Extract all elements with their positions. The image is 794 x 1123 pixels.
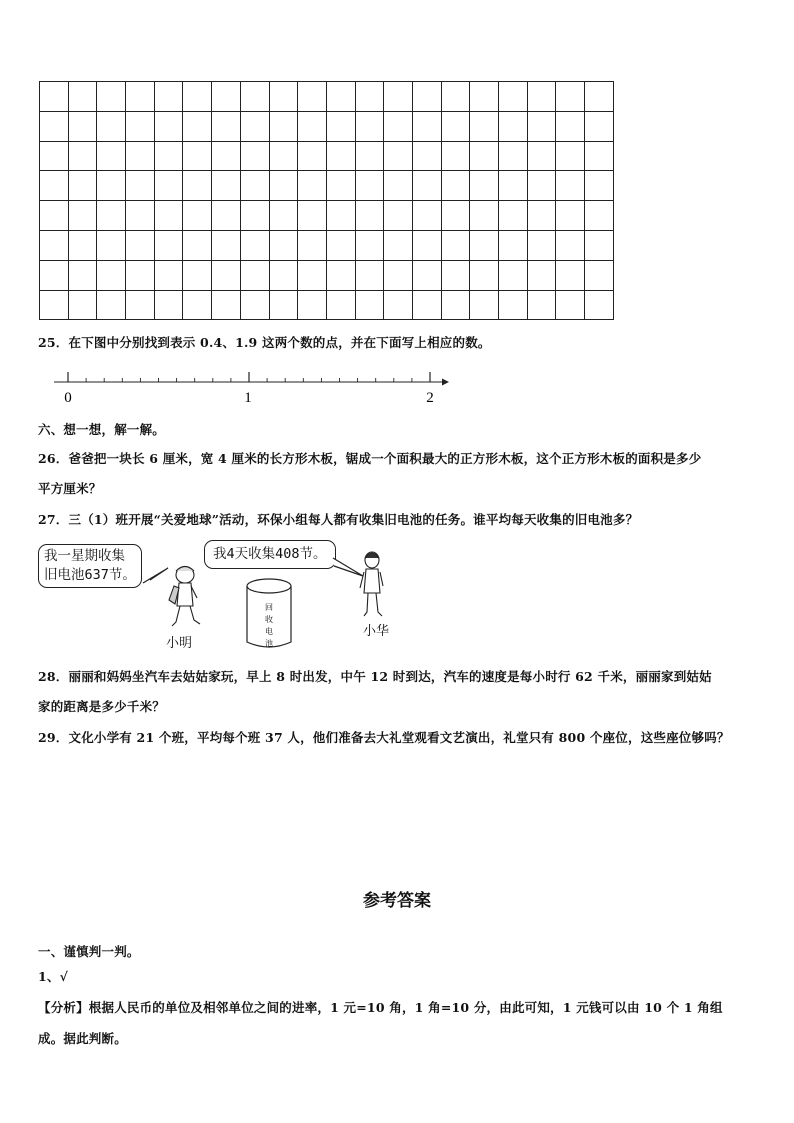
grid-cell bbox=[470, 260, 499, 290]
grid-cell bbox=[470, 171, 499, 201]
bubble-tail-left bbox=[143, 568, 168, 583]
grid-cell bbox=[298, 171, 327, 201]
grid-cell bbox=[326, 111, 355, 141]
grid-cell bbox=[154, 82, 183, 112]
grid-cell bbox=[269, 82, 298, 112]
grid-cell bbox=[68, 111, 97, 141]
grid-cell bbox=[97, 171, 126, 201]
grid-cell bbox=[355, 171, 384, 201]
boy-xiaohua-figure bbox=[360, 552, 383, 616]
number-line-label-2: 2 bbox=[426, 390, 434, 406]
grid-cell bbox=[97, 111, 126, 141]
grid-cell bbox=[412, 171, 441, 201]
grid-cell bbox=[40, 111, 69, 141]
grid-cell bbox=[527, 141, 556, 171]
grid-cell bbox=[212, 111, 241, 141]
grid-cell bbox=[384, 171, 413, 201]
number-line-label-1: 1 bbox=[244, 390, 252, 406]
grid-cell bbox=[585, 230, 614, 260]
grid-cell bbox=[183, 230, 212, 260]
grid-cell bbox=[326, 201, 355, 231]
grid-cell bbox=[556, 111, 585, 141]
boy-xiaoming-figure bbox=[169, 567, 200, 627]
grid-cell bbox=[384, 111, 413, 141]
bin-char-4: 池 bbox=[265, 639, 273, 648]
grid-cell bbox=[269, 141, 298, 171]
bin-char-3: 电 bbox=[265, 627, 273, 636]
grid-cell bbox=[384, 290, 413, 320]
grid-cell bbox=[212, 230, 241, 260]
grid-cell bbox=[412, 201, 441, 231]
grid-cell bbox=[556, 290, 585, 320]
grid-cell bbox=[355, 141, 384, 171]
grid-cell bbox=[298, 290, 327, 320]
grid-cell bbox=[326, 82, 355, 112]
grid-cell bbox=[68, 82, 97, 112]
grid-cell bbox=[68, 290, 97, 320]
grid-cell bbox=[126, 171, 155, 201]
grid-cell bbox=[499, 141, 528, 171]
number-line-arrow bbox=[442, 379, 449, 386]
grid-cell bbox=[40, 201, 69, 231]
number-line bbox=[52, 368, 452, 408]
grid-cell bbox=[441, 171, 470, 201]
grid-cell bbox=[499, 290, 528, 320]
grid-cell bbox=[97, 201, 126, 231]
grid-cell bbox=[126, 111, 155, 141]
grid-cell bbox=[183, 290, 212, 320]
grid-cell bbox=[240, 260, 269, 290]
question-28-line2: 家的距离是多少千米？ bbox=[38, 699, 166, 714]
grid-cell bbox=[470, 111, 499, 141]
grid-cell bbox=[240, 111, 269, 141]
question-26-line2: 平方厘米？ bbox=[38, 481, 102, 496]
grid-cell bbox=[527, 230, 556, 260]
grid-cell bbox=[97, 141, 126, 171]
grid-cell bbox=[384, 141, 413, 171]
grid-cell bbox=[412, 230, 441, 260]
question-26-line1: 26．爸爸把一块长 6 厘米，宽 4 厘米的长方形木板，锯成一个面积最大的正方形木板，这个正方形木板的面积是多少 bbox=[38, 451, 702, 466]
grid-cell bbox=[499, 171, 528, 201]
grid-cell bbox=[441, 141, 470, 171]
question-27: 27．三（1）班开展“关爱地球”活动，环保小组每人都有收集旧电池的任务。谁平均每天收集的旧电池多？ bbox=[38, 512, 639, 527]
grid-cell bbox=[585, 260, 614, 290]
grid-cell bbox=[355, 82, 384, 112]
grid-cell bbox=[298, 111, 327, 141]
grid-cell bbox=[240, 290, 269, 320]
grid-cell bbox=[126, 82, 155, 112]
grid-cell bbox=[68, 201, 97, 231]
grid-cell bbox=[556, 230, 585, 260]
question-29: 29．文化小学有 21 个班，平均每个班 37 人，他们准备去大礼堂观看文艺演出，礼堂只有 800 个座位，这些座位够吗？ bbox=[38, 730, 730, 745]
grid-cell bbox=[441, 111, 470, 141]
grid-cell bbox=[183, 171, 212, 201]
name-xiaohua: 小华 bbox=[363, 624, 390, 639]
grid-cell bbox=[441, 260, 470, 290]
grid-cell bbox=[556, 141, 585, 171]
grid-cell bbox=[183, 141, 212, 171]
grid-cell bbox=[527, 201, 556, 231]
grid-cell bbox=[470, 141, 499, 171]
question-28-line1: 28．丽丽和妈妈坐汽车去姑姑家玩，早上 8 时出发，中午 12 时到达，汽车的速度是每小时行 62 千米，丽丽家到姑姑 bbox=[38, 669, 712, 684]
grid-cell bbox=[68, 230, 97, 260]
grid-cell bbox=[355, 290, 384, 320]
grid-cell bbox=[298, 141, 327, 171]
battery-scene bbox=[38, 538, 418, 651]
grid-cell bbox=[126, 141, 155, 171]
grid-cell bbox=[154, 111, 183, 141]
grid-cell bbox=[441, 201, 470, 231]
grid-cell bbox=[183, 201, 212, 231]
grid-cell bbox=[470, 82, 499, 112]
grid-cell bbox=[527, 82, 556, 112]
answer-grid bbox=[39, 81, 614, 320]
bubble-right-text: 我4天收集408节。 bbox=[213, 546, 327, 562]
grid-cell bbox=[585, 141, 614, 171]
grid-cell bbox=[154, 230, 183, 260]
bubble-tail-right bbox=[333, 558, 363, 576]
grid-cell bbox=[126, 290, 155, 320]
grid-cell bbox=[326, 230, 355, 260]
grid-cell bbox=[326, 141, 355, 171]
grid-cell bbox=[384, 82, 413, 112]
grid-cell bbox=[68, 141, 97, 171]
grid-cell bbox=[68, 171, 97, 201]
grid-cell bbox=[212, 141, 241, 171]
grid-cell bbox=[40, 230, 69, 260]
grid-cell bbox=[355, 260, 384, 290]
grid-cell bbox=[269, 230, 298, 260]
grid-cell bbox=[556, 260, 585, 290]
answers-analysis-line2: 成。据此判断。 bbox=[38, 1031, 127, 1046]
grid-cell bbox=[126, 230, 155, 260]
grid-cell bbox=[40, 171, 69, 201]
grid-cell bbox=[556, 82, 585, 112]
bin-char-1: 回 bbox=[265, 603, 273, 612]
grid-cell bbox=[470, 230, 499, 260]
grid-cell bbox=[97, 290, 126, 320]
grid-cell bbox=[212, 82, 241, 112]
name-xiaoming: 小明 bbox=[166, 636, 193, 651]
recycle-bin-label bbox=[264, 602, 274, 650]
grid-cell bbox=[68, 260, 97, 290]
grid-cell bbox=[97, 260, 126, 290]
grid-cell bbox=[269, 111, 298, 141]
grid-cell bbox=[527, 260, 556, 290]
grid-cell bbox=[126, 201, 155, 231]
question-25: 25．在下图中分别找到表示 0.4、1.9 这两个数的点，并在下面写上相应的数。 bbox=[38, 335, 491, 350]
grid-cell bbox=[556, 171, 585, 201]
grid-cell bbox=[585, 82, 614, 112]
grid-cell bbox=[470, 290, 499, 320]
grid-cell bbox=[470, 201, 499, 231]
grid-cell bbox=[298, 260, 327, 290]
answers-item-1: 1、√ bbox=[38, 969, 69, 984]
grid-cell bbox=[154, 260, 183, 290]
grid-cell bbox=[240, 230, 269, 260]
grid-cell bbox=[212, 171, 241, 201]
grid-cell bbox=[154, 201, 183, 231]
grid-cell bbox=[240, 171, 269, 201]
grid-cell bbox=[412, 141, 441, 171]
bubble-left-line1: 我一星期收集 bbox=[44, 548, 125, 564]
grid-cell bbox=[298, 82, 327, 112]
grid-cell bbox=[326, 260, 355, 290]
grid-cell bbox=[183, 111, 212, 141]
grid-cell bbox=[585, 201, 614, 231]
grid-cell bbox=[355, 230, 384, 260]
grid-cell bbox=[40, 290, 69, 320]
grid-cell bbox=[97, 82, 126, 112]
grid-cell bbox=[326, 171, 355, 201]
grid-cell bbox=[269, 171, 298, 201]
grid-cell bbox=[240, 141, 269, 171]
grid-cell bbox=[527, 111, 556, 141]
grid-cell bbox=[212, 260, 241, 290]
grid-cell bbox=[384, 230, 413, 260]
grid-cell bbox=[97, 230, 126, 260]
answers-analysis-line1: 【分析】根据人民币的单位及相邻单位之间的进率，1 元=10 角，1 角=10 分，由此可知，1 元钱可以由 10 个 1 角组 bbox=[38, 1000, 723, 1015]
grid-cell bbox=[40, 82, 69, 112]
grid-cell bbox=[384, 260, 413, 290]
grid-cell bbox=[154, 290, 183, 320]
bin-char-2: 收 bbox=[265, 615, 273, 624]
grid-cell bbox=[40, 260, 69, 290]
grid-cell bbox=[499, 82, 528, 112]
grid-cell bbox=[154, 171, 183, 201]
number-line-label-0: 0 bbox=[64, 390, 72, 406]
grid-cell bbox=[441, 82, 470, 112]
answers-title: 参考答案 bbox=[363, 891, 431, 911]
grid-cell bbox=[499, 201, 528, 231]
grid-cell bbox=[298, 201, 327, 231]
grid-cell bbox=[412, 111, 441, 141]
grid-cell bbox=[499, 111, 528, 141]
grid-cell bbox=[212, 201, 241, 231]
grid-cell bbox=[441, 230, 470, 260]
grid-cell bbox=[183, 82, 212, 112]
grid-cell bbox=[499, 260, 528, 290]
grid-cell bbox=[326, 290, 355, 320]
scene-drawing bbox=[38, 538, 418, 648]
grid-cell bbox=[412, 82, 441, 112]
grid-cell bbox=[40, 141, 69, 171]
grid-cell bbox=[585, 111, 614, 141]
grid-cell bbox=[154, 141, 183, 171]
grid-cell bbox=[556, 201, 585, 231]
grid-cell bbox=[240, 82, 269, 112]
grid-cell bbox=[527, 290, 556, 320]
grid-cell bbox=[585, 290, 614, 320]
section-6-heading: 六、想一想，解一解。 bbox=[38, 422, 166, 437]
grid-cell bbox=[183, 260, 212, 290]
grid-cell bbox=[499, 230, 528, 260]
grid-cell bbox=[441, 290, 470, 320]
grid-cell bbox=[212, 290, 241, 320]
grid-cell bbox=[384, 201, 413, 231]
grid-cell bbox=[412, 260, 441, 290]
grid-cell bbox=[585, 171, 614, 201]
grid-cell bbox=[412, 290, 441, 320]
grid-cell bbox=[298, 230, 327, 260]
grid-cell bbox=[269, 201, 298, 231]
grid-cell bbox=[269, 260, 298, 290]
grid-cell bbox=[355, 201, 384, 231]
grid-cell bbox=[355, 111, 384, 141]
answers-section-1: 一、谨慎判一判。 bbox=[38, 944, 140, 959]
grid-cell bbox=[126, 260, 155, 290]
grid-cell bbox=[240, 201, 269, 231]
grid-cell bbox=[269, 290, 298, 320]
grid-cell bbox=[527, 171, 556, 201]
bubble-left-line2: 旧电池637节。 bbox=[44, 567, 136, 583]
